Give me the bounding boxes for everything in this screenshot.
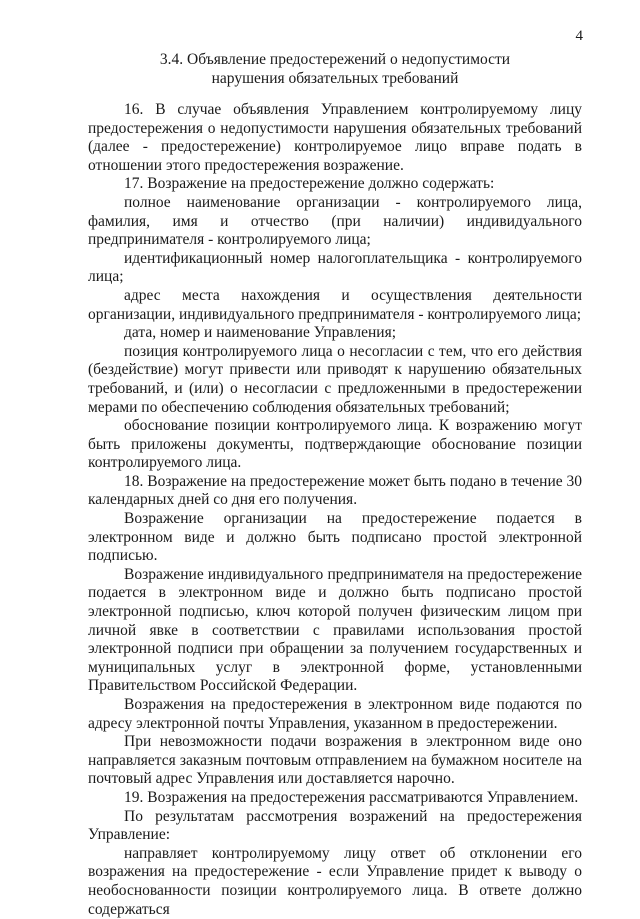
paragraph-18: 18. Возражение на предостережение может быть подано в течение 30 календарных дней со дня его получения. [88, 472, 582, 509]
section-heading-line-1: 3.4. Объявление предостережений о недопустимости [159, 51, 511, 68]
page-number: 4 [575, 28, 583, 44]
section-heading-line-2: нарушения обязательных требований [211, 70, 459, 87]
paragraph-email-submission: Возражения на предостережения в электронном виде подаются по адресу электронной почты Управления, указанном в предостережении. [88, 696, 582, 732]
paragraph-19: 19. Возражения на предостережения рассматриваются Управлением. [124, 788, 579, 806]
list-item-position: позиция контролируемого лица о несогласии с тем, что его действия (бездействие) могут привести или приводят к нарушению обязательных требований, и (или) о несогласии с предложенными в предостережении мерами по обеспечению соблюдения обязательных требований; [88, 342, 582, 416]
paragraph-17: 17. Возражение на предостережение должно содержать: [124, 175, 495, 193]
paragraph-16: 16. В случае объявления Управлением контролируемому лицу предостережения о недопустимости нарушения обязательных требований (далее - предостережение) контролируемое лицо вправе подать в отношении этого предостережения возражение. [88, 101, 582, 174]
paragraph-organization-objection: Возражение организации на предостережение подается в электронном виде и должно быть подписано простой электронной подписью. [88, 510, 582, 565]
list-item-date-number: дата, номер и наименование Управления; [124, 324, 397, 342]
section-heading [90, 50, 580, 88]
list-item-inn: идентификационный номер налогоплательщика - контролируемого лица; [88, 249, 582, 286]
paragraph-entrepreneur-objection: Возражение индивидуального предпринимателя на предостережение подается в электронном виде и должно быть подписано простой электронной подписью, ключ которой получен физическим лицом при личной явке в соответствии с правилами использования простой электронной подписи при обращении за получением государственных и муниципальных услуг в электронной форме, установленными Правительством Российской Федерации. [88, 565, 582, 695]
list-item-full-name: полное наименование организации - контролируемого лица, фамилия, имя и отчество (при наличии) индивидуального предпринимателя - контролируемого лица; [88, 193, 582, 249]
document-body [88, 101, 582, 919]
paragraph-results: По результатам рассмотрения возражений на предостережения Управление: [88, 807, 582, 844]
list-item-address: адрес места нахождения и осуществления деятельности организации, индивидуального предпринимателя - контролируемого лица; [88, 286, 582, 323]
list-item-rejection-response: направляет контролируемому лицу ответ об отклонении его возражения на предостережение - если Управление придет к выводу о необоснованности позиции контролируемого лица. В ответе должно содержаться [88, 844, 582, 918]
paragraph-postal-submission: При невозможности подачи возражения в электронном виде оно направляется заказным почтовым отправлением на бумажном носителе на почтовый адрес Управления или доставляется нарочно. [88, 733, 582, 788]
list-item-justification: обоснование позиции контролируемого лица. К возражению могут быть приложены документы, подтверждающие обоснование позиции контролируемого лица. [88, 417, 582, 472]
